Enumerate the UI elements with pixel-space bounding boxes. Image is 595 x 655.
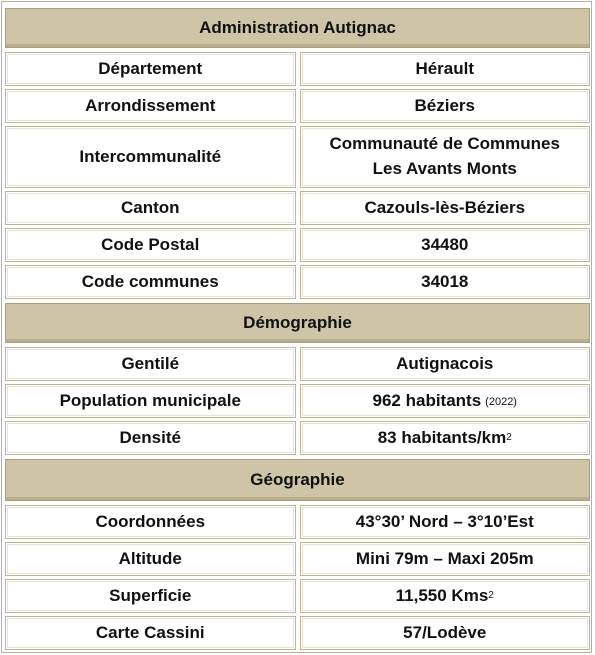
table-row [5,421,590,455]
row-label: Population municipale [5,384,296,418]
row-label: Département [5,52,296,86]
row-value: 11,550 Kms 2 [300,579,591,613]
row-value: 34018 [300,265,591,299]
table-row [5,191,590,225]
table-row [5,542,590,576]
row-value: Mini 79m – Maxi 205m [300,542,591,576]
table-row [5,616,590,650]
row-value: 43°30’ Nord – 3°10’Est [300,505,591,539]
table-row [5,52,590,86]
row-value [300,126,591,188]
row-label: Coordonnées [5,505,296,539]
row-value: Cazouls-lès-Béziers [300,191,591,225]
row-label: Gentilé [5,347,296,381]
row-value: Hérault [300,52,591,86]
section-title: Géographie [250,470,345,489]
row-value: 83 habitants/km 2 [300,421,591,455]
table-row [5,228,590,262]
table-row [5,265,590,299]
section-header-geographie [5,459,590,501]
row-value: Autignacois [300,347,591,381]
row-label: Code Postal [5,228,296,262]
row-value: 34480 [300,228,591,262]
row-label: Code communes [5,265,296,299]
row-label: Intercommunalité [5,126,296,188]
row-label: Carte Cassini [5,616,296,650]
value-line: Communauté de Communes [329,134,560,154]
row-label: Arrondissement [5,89,296,123]
row-label: Densité [5,421,296,455]
year-note: (2022) [485,396,517,409]
section-header-demographie [5,303,590,343]
section-header-administration [5,8,590,48]
table-row [5,384,590,418]
value-text: 962 habitants [372,390,482,410]
row-label: Altitude [5,542,296,576]
table-row [5,89,590,123]
row-label: Superficie [5,579,296,613]
row-value [300,384,591,418]
table-row [5,505,590,539]
table-row [5,579,590,613]
value-text: 83 habitants/km [377,427,507,447]
section-title: Administration Autignac [199,18,396,37]
value-text: 11,550 Kms [395,585,489,605]
table-row [5,347,590,381]
info-table [1,1,592,653]
table-row [5,126,590,188]
row-label: Canton [5,191,296,225]
row-value: 57/Lodève [300,616,591,650]
row-value: Béziers [300,89,591,123]
section-title: Démographie [243,313,352,332]
value-line: Les Avants Monts [372,159,517,178]
